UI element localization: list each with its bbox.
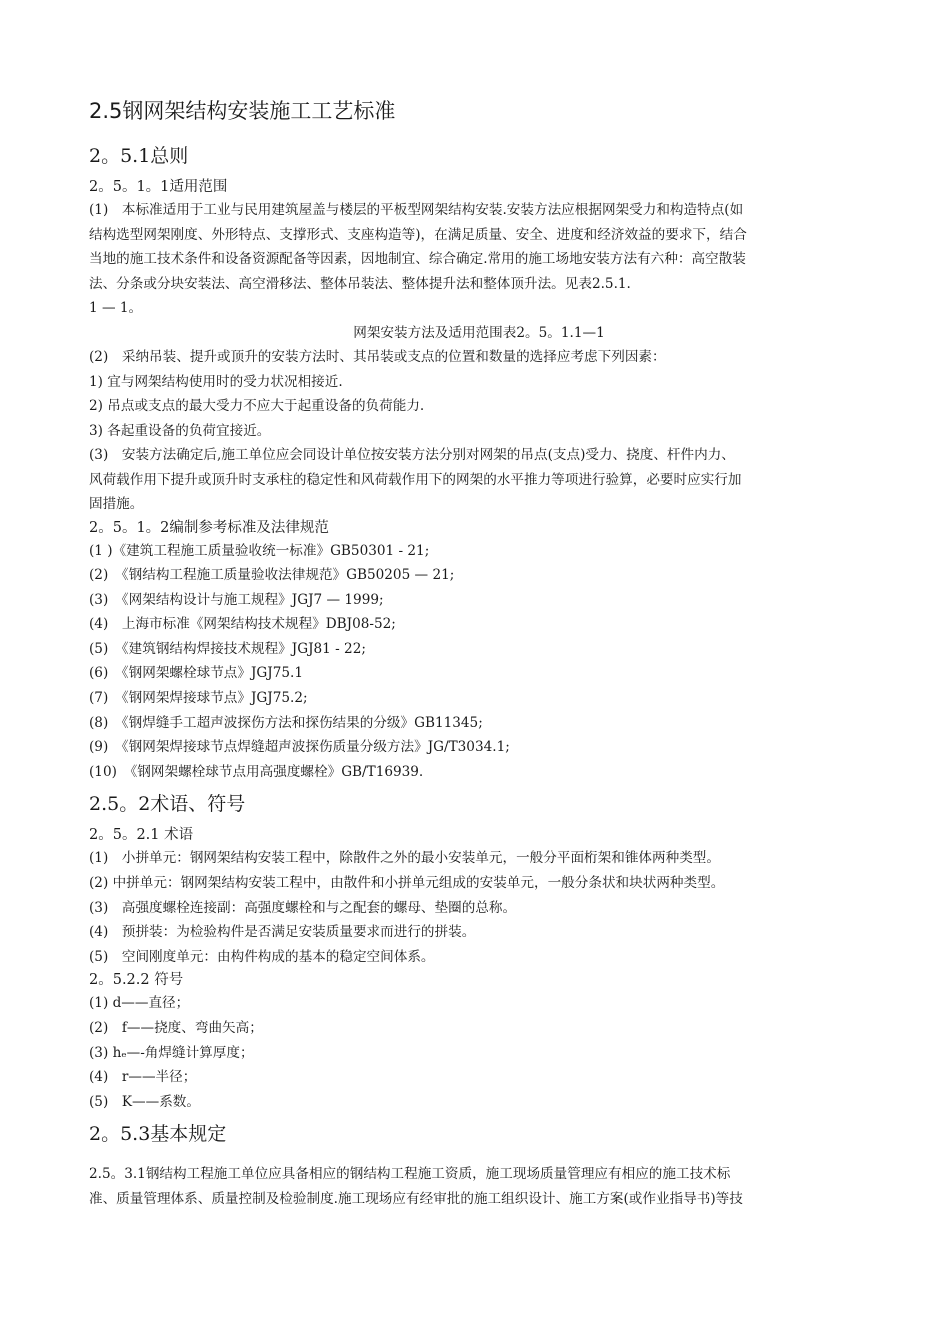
section-2-5-2-2-title: 2。5.2.2 符号: [89, 972, 184, 989]
section-2-5-2-1-title: 2。5。2.1 术语: [89, 827, 194, 844]
section-2-5-1-2-title: 2。5。1。2编制参考标准及法律规范: [89, 519, 329, 536]
symbol-item: (2) f——挠度、弯曲矢高；: [89, 1020, 263, 1036]
symbol-item: (5) K——系数。: [89, 1093, 200, 1110]
reference-item: (9) 《钢网架焊接球节点焊缝超声波探伤质量分级方法》JG/T3034.1;: [89, 739, 510, 756]
section-2-5-1-title: 2。5.1总则: [89, 145, 189, 167]
scope-paragraph-1-line-2: 结构选型网架刚度、外形特点、支撑形式、支座构造等)，在满足质量、安全、进度和经济效益的要求下，结合: [89, 226, 747, 243]
symbol-item: (3) hₑ—-角焊缝计算厚度；: [89, 1044, 254, 1061]
scope-paragraph-1-line-3: 当地的施工技术条件和设备资源配备等因素，因地制宜、综合确定.常用的施工场地安装方法有六种：高空散装: [89, 251, 746, 267]
document-content: [89, 96, 869, 1211]
symbol-item: (4) r——半径；: [89, 1069, 197, 1086]
scope-paragraph-3-line-3: 固措施。: [89, 496, 144, 512]
scope-paragraph-3-line-1: (3) 安装方法确定后,施工单位应会同设计单位按安装方法分别对网架的吊点(支点)受力、挠度、杆件内力、: [89, 447, 735, 463]
scope-paragraph-2-item-1: 1) 宜与网架结构使用时的受力状况相接近.: [89, 373, 343, 390]
scope-paragraph-2-item-3: 3) 各起重设备的负荷宜接近。: [89, 422, 271, 439]
section-2-5-title: 2.5钢网架结构安装施工工艺标准: [89, 99, 396, 123]
reference-item: (1 )《建筑工程施工质量验收统一标准》GB50301 - 21;: [89, 542, 430, 559]
basic-rules-paragraph-line-2: 准、质量管理体系、质量控制及检验制度.施工现场应有经审批的施工组织设计、施工方案(或作业指导书)等技: [89, 1190, 743, 1207]
reference-item: (4) 上海市标准《网架结构技术规程》DBJ08-52;: [89, 616, 396, 633]
section-2-5-2-title: 2.5。2术语、符号: [89, 793, 246, 816]
scope-paragraph-1-line-4: 法、分条或分块安装法、高空滑移法、整体吊装法、整体提升法和整体顶升法。见表2.5.1.: [89, 275, 631, 292]
reference-item: (5) 《建筑钢结构焊接技术规程》JGJ81 - 22;: [89, 640, 366, 657]
reference-item: (8) 《钢焊缝手工超声波探伤方法和探伤结果的分级》GB11345;: [89, 714, 483, 731]
reference-item: (10) 《钢网架螺栓球节点用高强度螺栓》GB/T16939.: [89, 763, 424, 780]
scope-paragraph-2: (2) 采纳吊装、提升或顶升的安装方法时、其吊装或支点的位置和数量的选择应考虑下列因素：: [89, 349, 666, 365]
term-item: (1) 小拼单元：钢网架结构安装工程中，除散件之外的最小安装单元，一般分平面桁架和锥体两种类型。: [89, 850, 720, 867]
table-caption: 网架安装方法及适用范围表2。5。1.1—1: [353, 324, 605, 341]
scope-paragraph-2-item-2: 2) 吊点或支点的最大受力不应大于起重设备的负荷能力.: [89, 398, 425, 414]
symbol-item: (1) d——直径；: [89, 995, 190, 1012]
scope-paragraph-1-line-5: 1 — 1。: [89, 300, 143, 316]
term-item: (4) 预拼装：为检验构件是否满足安装质量要求而进行的拼装。: [89, 924, 476, 941]
reference-item: (2) 《钢结构工程施工质量验收法律规范》GB50205 — 21;: [89, 567, 455, 584]
scope-paragraph-3-line-2: 风荷载作用下提升或顶升时支承柱的稳定性和风荷载作用下的网架的水平推力等项进行验算，必要时应实行加: [89, 471, 742, 488]
section-2-5-1-1-title: 2。5。1。1适用范围: [89, 179, 228, 195]
reference-item: (3) 《网架结构设计与施工规程》JGJ7 — 1999;: [89, 591, 384, 608]
term-item: (3) 高强度螺栓连接副：高强度螺栓和与之配套的螺母、垫圈的总称。: [89, 899, 517, 916]
term-item: (2) 中拼单元：钢网架结构安装工程中，由散件和小拼单元组成的安装单元，一般分条状和块状两种类型。: [89, 875, 725, 892]
reference-item: (7) 《钢网架焊接球节点》JGJ75.2;: [89, 690, 308, 707]
term-item: (5) 空间刚度单元：由构件构成的基本的稳定空间体系。: [89, 948, 435, 965]
reference-item: (6) 《钢网架螺栓球节点》JGJ75.1: [89, 665, 304, 682]
basic-rules-paragraph-line-1: 2.5。3.1钢结构工程施工单位应具备相应的钢结构工程施工资质，施工现场质量管理应有相应的施工技术标: [89, 1166, 731, 1183]
scope-paragraph-1-line-1: (1) 本标准适用于工业与民用建筑屋盖与楼层的平板型网架结构安装.安装方法应根据网架受力和构造特点(如: [89, 202, 744, 218]
section-2-5-3-title: 2。5.3基本规定: [89, 1123, 227, 1146]
